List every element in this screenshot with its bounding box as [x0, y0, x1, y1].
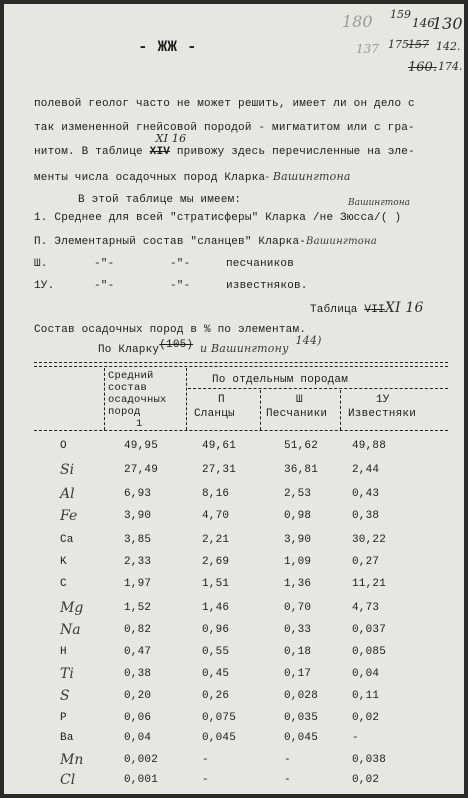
element-symbol: Cl: [60, 772, 76, 788]
ink-page-number: 130.: [432, 14, 468, 33]
ditto-mark: -"-: [94, 258, 115, 270]
element-symbol: P: [60, 712, 67, 724]
table-cell: 2,21: [202, 534, 230, 546]
table-subtitle-text: По Кларку: [98, 344, 160, 356]
list-item: 1. Среднее для всей "стратисферы" Кларка /не Зюсса/( ): [34, 212, 402, 224]
table-cell: 6,93: [124, 488, 152, 500]
column-divider: [104, 368, 105, 430]
list-item: [34, 236, 377, 248]
column-header-roman: Ш: [296, 394, 303, 406]
header-line: пород: [108, 406, 141, 418]
page-header-mark: - ЖЖ -: [138, 38, 197, 56]
table-cell: 0,075: [202, 712, 237, 724]
paragraph-text: менты числа осадочных пород Кларка: [34, 172, 266, 184]
table-cell: 3,85: [124, 534, 152, 546]
column-divider: [340, 390, 341, 430]
paragraph-line: так измененной гнейсовой породой - мигматитом или с гра-: [34, 122, 415, 134]
table-cell: 0,27: [352, 556, 380, 568]
element-symbol: Ba: [60, 732, 74, 744]
table-cell: 0,38: [352, 510, 380, 522]
table-cell: 1,51: [202, 578, 230, 590]
table-cell: 2,53: [284, 488, 312, 500]
element-symbol: Si: [60, 462, 75, 478]
table-title: Состав осадочных пород в % по элементам.: [34, 324, 307, 336]
handwritten-table-number: XI 16: [155, 132, 187, 145]
column-header-roman: П: [218, 394, 225, 406]
paragraph-line: [34, 170, 351, 184]
list-item-text: песчаников: [226, 258, 295, 270]
table-cell: 0,96: [202, 624, 230, 636]
table-cell: -: [284, 754, 291, 766]
ink-page-number: 174.: [438, 60, 463, 73]
table-cell: 1,52: [124, 602, 152, 614]
table-cell: 0,02: [352, 774, 380, 786]
table-cell: 0,04: [124, 732, 152, 744]
header-line: состав: [108, 382, 148, 394]
table-cell: 3,90: [284, 534, 312, 546]
table-cell: 0,035: [284, 712, 319, 724]
table-top-rule: [34, 362, 448, 363]
table-cell: 27,49: [124, 464, 159, 476]
table-cell: 1,09: [284, 556, 312, 568]
table-label-prefix: Таблица: [310, 304, 358, 316]
table-cell: 3,90: [124, 510, 152, 522]
table-cell: 0,11: [352, 690, 380, 702]
table-cell: 30,22: [352, 534, 387, 546]
paragraph-line: полевой геолог часто не может решить, имеет ли он дело с: [34, 98, 415, 110]
column-header-shales: Сланцы: [194, 408, 235, 420]
table-subtitle: [98, 334, 322, 356]
element-symbol: Fe: [60, 508, 78, 524]
paragraph-text: привожу здесь перечисленные на эле-: [176, 146, 415, 158]
column-divider: [186, 368, 187, 430]
table-cell: 36,81: [284, 464, 319, 476]
table-cell: 0,04: [352, 668, 380, 680]
paragraph-text: нитом. В таблице: [34, 146, 143, 158]
table-top-rule: [34, 366, 448, 367]
table-cell: 1,97: [124, 578, 152, 590]
element-symbol: S: [60, 688, 70, 704]
table-cell: 4,70: [202, 510, 230, 522]
ditto-mark: -"-: [94, 280, 115, 292]
table-cell: 0,17: [284, 668, 312, 680]
table-cell: 27,31: [202, 464, 237, 476]
table-cell: 1,36: [284, 578, 312, 590]
struck-table-number: XIV: [149, 146, 171, 158]
table-label: [310, 300, 424, 316]
table-cell: 2,69: [202, 556, 230, 568]
element-symbol: Mg: [60, 600, 84, 616]
table-cell: 2,33: [124, 556, 152, 568]
ditto-mark: -"-: [170, 280, 191, 292]
table-cell: 0,02: [352, 712, 380, 724]
pencil-page-number: 180: [342, 12, 373, 31]
list-item-number: Ш.: [34, 258, 48, 270]
list-item-number: 1У.: [34, 280, 55, 292]
table-cell: 0,43: [352, 488, 380, 500]
table-cell: 49,95: [124, 440, 159, 452]
table-cell: -: [352, 732, 359, 744]
handwritten-insert: - Вашингтона: [265, 170, 351, 183]
table-cell: 0,06: [124, 712, 152, 724]
table-cell: 11,21: [352, 578, 387, 590]
element-symbol: K: [60, 556, 67, 568]
column-header-average: [108, 370, 167, 430]
table-cell: 0,085: [352, 646, 387, 658]
element-symbol: Ca: [60, 534, 74, 546]
column-header-sandstones: Песчаники: [266, 408, 328, 420]
table-cell: 49,61: [202, 440, 237, 452]
table-cell: 0,002: [124, 754, 159, 766]
ink-page-number: 160.: [408, 60, 437, 75]
element-symbol: C: [60, 578, 67, 590]
table-cell: 2,44: [352, 464, 380, 476]
table-cell: 8,16: [202, 488, 230, 500]
table-cell: 0,98: [284, 510, 312, 522]
table-cell: 49,88: [352, 440, 387, 452]
table-cell: 0,038: [352, 754, 387, 766]
table-cell: 0,028: [284, 690, 319, 702]
element-symbol: H: [60, 646, 67, 658]
list-item-text: известняков.: [226, 280, 308, 292]
table-cell: 0,045: [202, 732, 237, 744]
table-cell: 0,045: [284, 732, 319, 744]
table-cell: -: [202, 754, 209, 766]
header-line: осадочных: [108, 394, 167, 406]
table-cell: 0,82: [124, 624, 152, 636]
paragraph-line: В этой таблице мы имеем:: [78, 194, 242, 206]
table-cell: 0,47: [124, 646, 152, 658]
column-group-header: По отдельным породам: [212, 374, 349, 386]
table-header-bottom-rule: [34, 430, 448, 431]
ink-page-number: 159: [390, 8, 411, 21]
element-symbol: Mn: [60, 752, 84, 768]
table-cell: 0,26: [202, 690, 230, 702]
table-cell: 51,62: [284, 440, 319, 452]
handwritten-table-number: XI 16: [384, 300, 424, 316]
table-cell: 0,18: [284, 646, 312, 658]
paragraph-line: [34, 132, 415, 158]
table-cell: 4,73: [352, 602, 380, 614]
list-item-text: П. Элементарный состав "сланцев" Кларка-: [34, 236, 307, 248]
column-header-limestones: Известняки: [348, 408, 417, 420]
table-cell: 0,70: [284, 602, 312, 614]
element-symbol: Al: [60, 486, 75, 502]
ink-page-number: 175: [388, 38, 409, 51]
column-header-roman: 1У: [376, 394, 390, 406]
table-cell: 0,45: [202, 668, 230, 680]
group-header-rule: [188, 388, 448, 389]
table-cell: 0,38: [124, 668, 152, 680]
table-cell: 0,037: [352, 624, 387, 636]
handwritten-reference: 144): [295, 334, 322, 347]
column-divider: [260, 390, 261, 430]
header-roman: 1: [136, 418, 143, 430]
ditto-mark: -"-: [170, 258, 191, 270]
ink-page-number: 146: [412, 16, 435, 30]
table-cell: -: [202, 774, 209, 786]
ink-page-number: 142.: [436, 40, 461, 53]
handwritten-insert: Вашингтона: [348, 198, 411, 208]
element-symbol: Na: [60, 622, 81, 638]
table-cell: 1,46: [202, 602, 230, 614]
struck-reference: (105): [159, 339, 194, 351]
handwritten-insert: Вашингтона: [306, 236, 377, 247]
header-line: Средний: [108, 370, 154, 382]
table-cell: 0,001: [124, 774, 159, 786]
handwritten-insert: и Вашингтону: [200, 342, 289, 355]
table-cell: -: [284, 774, 291, 786]
ink-page-number: 157: [408, 38, 429, 51]
table-cell: 0,55: [202, 646, 230, 658]
document-page: [4, 4, 468, 794]
table-cell: 0,33: [284, 624, 312, 636]
table-cell: 0,20: [124, 690, 152, 702]
pencil-page-number: 137: [356, 42, 379, 56]
element-symbol: Ti: [60, 666, 74, 682]
struck-table-number: VII: [364, 304, 385, 316]
element-symbol: O: [60, 440, 67, 452]
